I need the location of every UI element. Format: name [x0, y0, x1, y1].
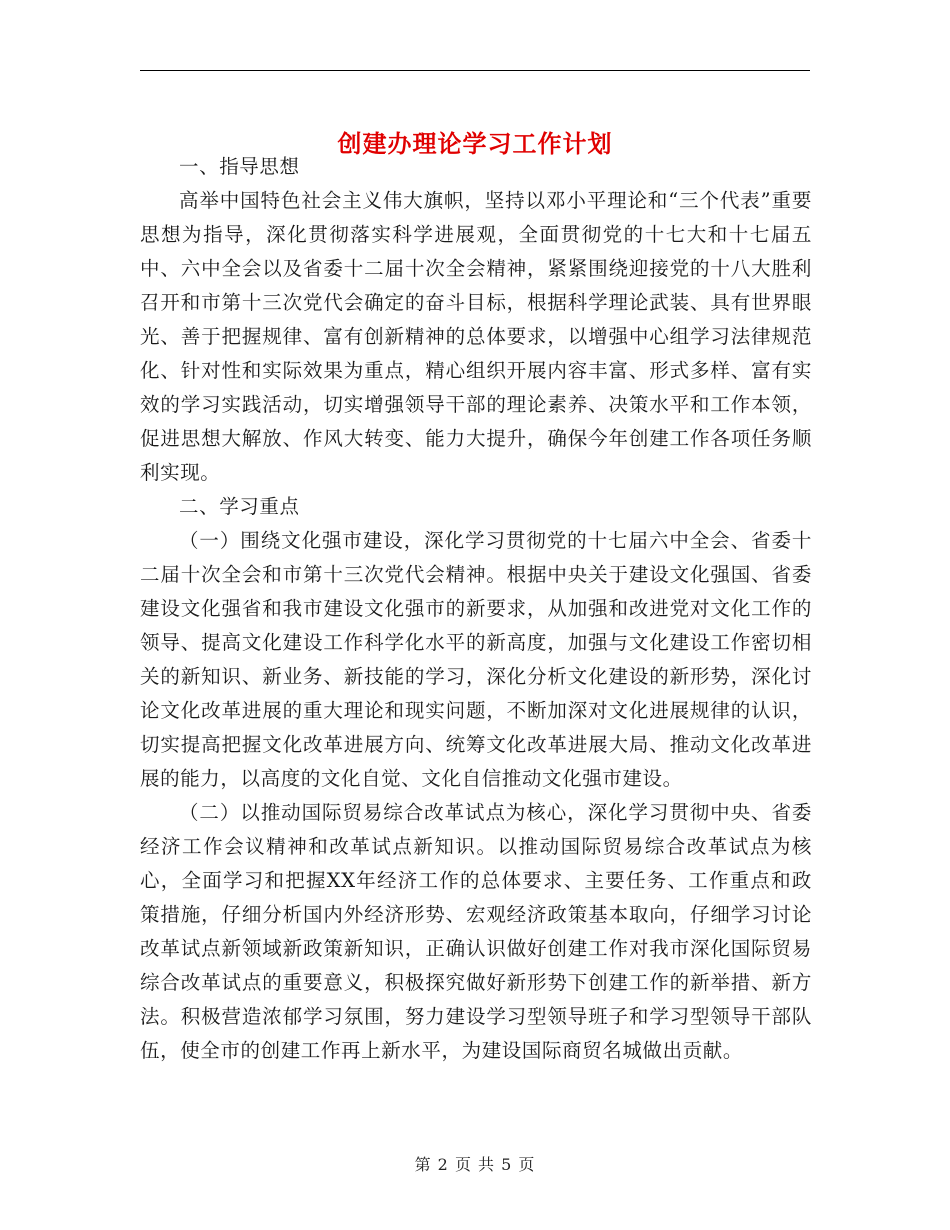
document-title: 创建办理论学习工作计划	[337, 130, 613, 159]
header-rule	[140, 70, 810, 71]
paragraph-focus-culture: （一）围绕文化强市建设，深化学习贯彻党的十七届六中全会、省委十二届十次全会和市第十三次党代会精神。根据中央关于建设文化强国、省委建设文化强省和我市建设文化强市的新要求，从加强和改进党对文化工作的领导、提高文化建设工作科学化水平的新高度，加强与文化建设工作密切相关的新知识、新业务、新技能的学习，深化分析文化建设的新形势，深化讨论文化改革进展的重大理论和现实问题，不断加深对文化进展规律的认识，切实提高把握文化改革进展方向、统筹文化改革进展大局、推动文化改革进展的能力，以高度的文化自觉、文化自信推动文化强市建设。	[140, 529, 812, 790]
paragraph-focus-trade-reform: （二）以推动国际贸易综合改革试点为核心，深化学习贯彻中央、省委经济工作会议精神和改革试点新知识。以推动国际贸易综合改革试点为核心，全面学习和把握XX年经济工作的总体要求、主要任务、工作重点和政策措施，仔细分析国内外经济形势、宏观经济政策基本取向，仔细学习讨论改革试点新领域新政策新知识，正确认识做好创建工作对我市深化国际贸易综合改革试点的重要意义，积极探究做好新形势下创建工作的新举措、新方法。积极营造浓郁学习氛围，努力建设学习型领导班子和学习型领导干部队伍，使全市的创建工作再上新水平，为建设国际商贸名城做出贡献。	[140, 801, 812, 1062]
document-body	[140, 150, 812, 1068]
page-number: 第 2 页 共 5 页	[414, 1155, 536, 1174]
section-heading-study-focus: 二、学习重点	[179, 495, 300, 518]
section-heading-guiding-thought: 一、指导思想	[179, 155, 300, 178]
paragraph-guiding-thought: 高举中国特色社会主义伟大旗帜，坚持以邓小平理论和“三个代表”重要思想为指导，深化贯彻落实科学进展观，全面贯彻党的十七大和十七届五中、六中全会以及省委十二届十次全会精神，紧紧围绕迎接党的十八大胜利召开和市第十三次党代会确定的奋斗目标，根据科学理论武装、具有世界眼光、善于把握规律、富有创新精神的总体要求，以增强中心组学习法律规范化、针对性和实际效果为重点，精心组织开展内容丰富、形式多样、富有实效的学习实践活动，切实增强领导干部的理论素养、决策水平和工作本领，促进思想大解放、作风大转变、能力大提升，确保今年创建工作各项任务顺利实现。	[140, 189, 812, 484]
